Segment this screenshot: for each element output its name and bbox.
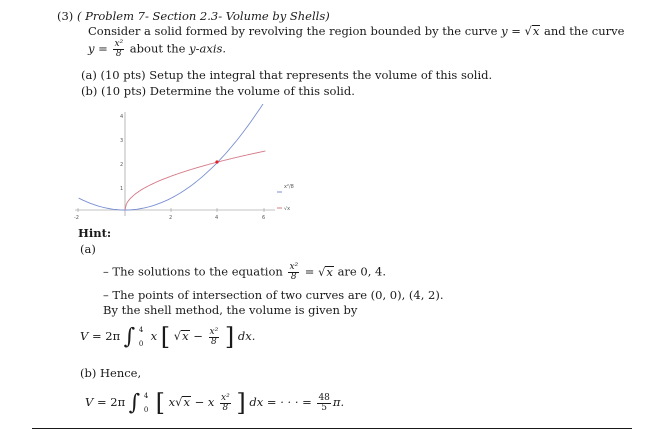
fraction-numerator: x² (114, 39, 124, 49)
pi-symbol: π. (332, 395, 345, 409)
lower-limit: 0 (138, 340, 144, 348)
about-text: about the (129, 41, 186, 56)
sqrt-curve (125, 151, 265, 210)
fraction-x2-over-8 (220, 394, 231, 413)
differential-ellipsis: dx = · · · = (249, 395, 312, 409)
fraction-denominator: 8 (211, 336, 217, 347)
statement-line-1 (88, 24, 624, 38)
legend-label-parabola: x²/8 (284, 184, 294, 190)
region-graph (70, 104, 310, 228)
part-a-question: (a) (10 pts) Setup the integral that represents the volume of this solid. (81, 68, 493, 82)
sqrt-radicand: x (182, 329, 189, 343)
legend-label-sqrt: √x (284, 206, 291, 212)
lower-limit: 0 (143, 406, 149, 414)
x-tick-label: 4 (215, 215, 219, 221)
sqrt-expression: √x (173, 329, 189, 343)
volume-symbol: V (80, 329, 89, 343)
answer-denominator: 5 (321, 402, 328, 413)
problem-number: (3) (57, 9, 74, 23)
differential: dx. (237, 329, 256, 343)
shell-method-text: By the shell method, the volume is given by (103, 303, 358, 317)
problem-header (57, 9, 330, 23)
graph-legend (277, 184, 294, 212)
x-tick-label: -2 (74, 215, 79, 221)
answer-numerator: 48 (318, 392, 330, 403)
sqrt-expression: √x (318, 264, 333, 279)
upper-limit: 4 (143, 392, 149, 400)
fraction-denominator: 8 (290, 272, 297, 282)
y-tick-label: 1 (120, 186, 124, 192)
hint-part-a: (a) (80, 242, 96, 256)
bullet-1-text: – The solutions to the equation (103, 264, 283, 279)
volume-integral-result (85, 389, 344, 417)
equals-sign-2: = (98, 41, 108, 56)
fraction-x2-over-8 (113, 40, 124, 59)
y-tick-label: 4 (120, 114, 124, 120)
integral-limits (139, 323, 147, 351)
axis-text: y-axis. (189, 41, 227, 56)
statement-line-2 (88, 40, 226, 59)
upper-limit: 4 (138, 326, 144, 334)
y-variable: y (501, 24, 508, 38)
minus-x: − x (194, 395, 215, 409)
equals-sign: = (304, 264, 315, 279)
x-factor: x (150, 329, 158, 343)
sqrt-radicand: x (532, 24, 540, 38)
left-bracket: [ (155, 389, 165, 417)
sqrt-expression: √x (524, 24, 540, 38)
bottom-divider (32, 428, 632, 429)
equals-sign: = (511, 24, 521, 38)
sqrt-radicand: x (183, 395, 190, 409)
hint-bullet-1 (103, 263, 386, 282)
problem-title: ( Problem 7- Section 2.3- Volume by Shells) (76, 9, 330, 23)
left-bracket: [ (160, 323, 171, 351)
y-tick-label: 2 (120, 162, 124, 168)
statement-text: Consider a solid formed by revolving the region bounded by the curve (88, 24, 498, 38)
answer-fraction (317, 394, 330, 413)
x-tick-label: 2 (169, 215, 173, 221)
fraction-x2-over-8 (288, 263, 299, 282)
x-tick-label: 6 (262, 215, 266, 221)
fraction-x2-over-8 (209, 328, 220, 347)
right-bracket: ] (236, 389, 246, 417)
volume-symbol: V (85, 395, 94, 409)
two-pi: = 2π (96, 395, 126, 409)
y-variable-2: y (88, 41, 95, 56)
hint-label: Hint: (78, 226, 112, 240)
fraction-denominator: 8 (222, 402, 229, 413)
minus-sign: − (193, 329, 203, 343)
sqrt-expression: √x (175, 395, 190, 409)
sqrt-radicand: x (326, 264, 333, 279)
y-tick-label: 3 (120, 138, 124, 144)
bullet-1-solutions: are 0, 4. (337, 264, 386, 279)
two-pi: = 2π (91, 329, 121, 343)
fraction-numerator: x² (221, 392, 230, 403)
integral-sign: ∫ (128, 390, 141, 416)
integral-sign: ∫ (123, 324, 136, 350)
volume-integral-setup (80, 323, 255, 351)
hint-bullet-2: – The points of intersection of two curves are (0, 0), (4, 2). (103, 288, 444, 302)
right-bracket: ] (224, 323, 235, 351)
integral-limits (144, 389, 152, 417)
fraction-numerator: x² (209, 326, 219, 337)
fraction-numerator: x² (289, 262, 299, 272)
fraction-denominator: 8 (115, 49, 122, 59)
intersection-point (215, 160, 218, 163)
statement-continuation: and the curve (544, 24, 625, 38)
hint-part-b: (b) Hence, (80, 366, 142, 380)
x-factor: x (168, 395, 176, 409)
part-b-question: (b) (10 pts) Determine the volume of this solid. (81, 84, 355, 98)
